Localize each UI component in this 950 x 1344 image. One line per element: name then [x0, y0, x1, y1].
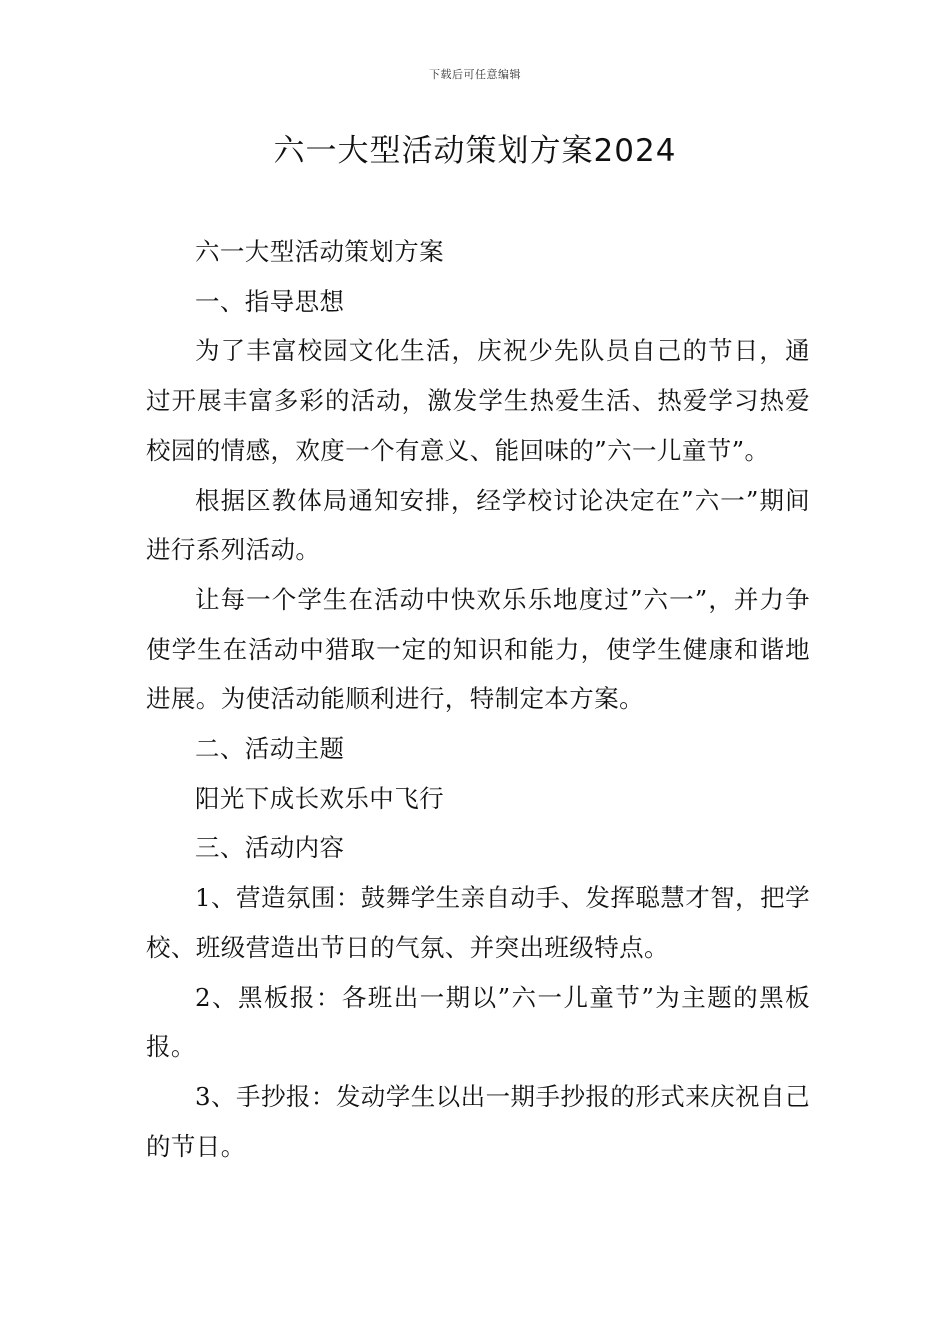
- heading-activity-content: 三、活动内容: [195, 833, 345, 863]
- document-body: [146, 227, 810, 1171]
- paragraph-theme: 阳光下成长欢乐中飞行: [195, 783, 444, 813]
- paragraph-goal: 让每一个学生在活动中快欢乐乐地度过”六一”，并力争使学生在活动中猎取一定的知识和能力，使学生健康和谐地进展。为使活动能顺利进行，特制定本方案。: [146, 584, 810, 714]
- paragraph-purpose: 为了丰富校园文化生活，庆祝少先队员自己的节日，通过开展丰富多彩的活动，激发学生热爱生活、热爱学习热爱校园的情感，欢度一个有意义、能回味的”六一儿童节”。: [146, 336, 810, 465]
- paragraph-arrangement: 根据区教体局通知安排，经学校讨论决定在”六一”期间进行系列活动。: [146, 485, 810, 565]
- list-item-blackboard: 2、黑板报：各班出一期以”六一儿童节”为主题的黑板报。: [146, 982, 810, 1062]
- list-item-handwritten-newspaper: 3、手抄报：发动学生以出一期手抄报的形式来庆祝自己的节日。: [146, 1081, 810, 1161]
- page-header-note: 下载后可任意编辑: [429, 68, 521, 81]
- document-title: 六一大型活动策划方案2024: [273, 133, 677, 169]
- list-item-atmosphere: 1、营造氛围：鼓舞学生亲自动手、发挥聪慧才智，把学校、班级营造出节日的气氛、并突出班级特点。: [146, 883, 810, 962]
- heading-guiding-ideology: 一、指导思想: [195, 286, 345, 316]
- paragraph-plan-name: 六一大型活动策划方案: [195, 237, 444, 266]
- heading-activity-theme: 二、活动主题: [195, 734, 345, 764]
